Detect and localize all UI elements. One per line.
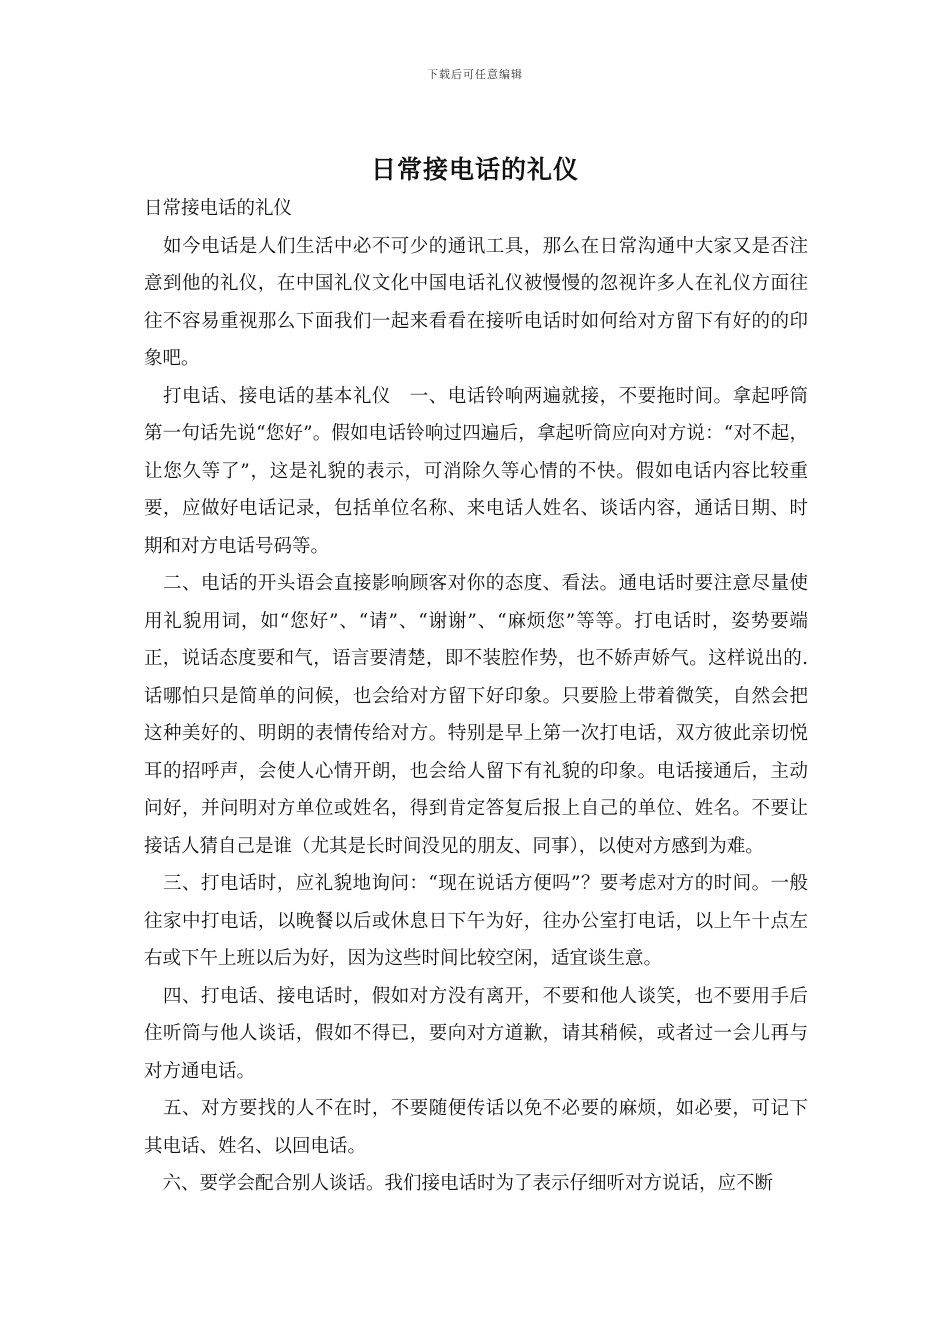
paragraph-two: 二、电话的开头语会直接影响顾客对你的态度、看法。通电话时要注意尽量使用礼貌用词，如“您好”、“请”、“谢谢”、“麻烦您”等等。打电话时，姿势要端正，说话态度要和气，语言要清楚，即不装腔作势，也不娇声娇气。这样说出的.话哪怕只是简单的问候，也会给对方留下好印象。只要脸上带着微笑，自然会把这种美好的、明朗的表情传给对方。特别是早上第一次打电话，双方彼此亲切悦耳的招呼声，会使人心情开朗，也会给人留下有礼貌的印象。电话接通后，主动问好，并问明对方单位或姓名，得到肯定答复后报上自己的单位、姓名。不要让接话人猜自己是谁（尤其是长时间没见的朋友、同事），以使对方感到为难。 [144,573,808,857]
page-title: 日常接电话的礼仪 [370,155,579,184]
paragraph-three: 三、打电话时，应礼貌地询问：“现在说话方便吗”？要考虑对方的时间。一般往家中打电话，以晚餐以后或休息日下午为好，往办公室打电话，以上午十点左右或下午上班以后为好，因为这些时间比较空闲，适宜谈生意。 [144,873,808,969]
paragraph-four: 四、打电话、接电话时，假如对方没有离开，不要和他人谈笑，也不要用手后住听筒与他人谈话，假如不得已，要向对方道歉，请其稍候，或者过一会儿再与对方通电话。 [144,985,808,1082]
paragraph-basic-etiquette: 打电话、接电话的基本礼仪 一、电话铃响两遍就接，不要拖时间。拿起呼筒第一句话先说“您好”。假如电话铃响过四遍后，拿起听筒应向对方说：“对不起，让您久等了”，这是礼貌的表示，可消除久等心情的不快。假如电话内容比较重要，应做好电话记录，包括单位名称、来电话人姓名、谈话内容，通话日期、时期和对方电话号码等。 [144,385,808,557]
subtitle: 日常接电话的礼仪 [144,198,293,219]
header-note: 下载后可任意编辑 [427,68,523,81]
paragraph-intro: 如今电话是人们生活中必不可少的通讯工具，那么在日常沟通中大家又是否注意到他的礼仪，在中国礼仪文化中国电话礼仪被慢慢的忽视许多人在礼仪方面往往不容易重视那么下面我们一起来看看在接听电话时如何给对方留下有好的的印象吧。 [144,235,808,369]
document-body [144,190,808,1203]
paragraph-six: 六、要学会配合别人谈话。我们接电话时为了表示仔细听对方说话，应不断 [144,1173,774,1194]
paragraph-five: 五、对方要找的人不在时，不要随便传话以免不必要的麻烦，如必要，可记下其电话、姓名、以回电话。 [144,1098,808,1157]
